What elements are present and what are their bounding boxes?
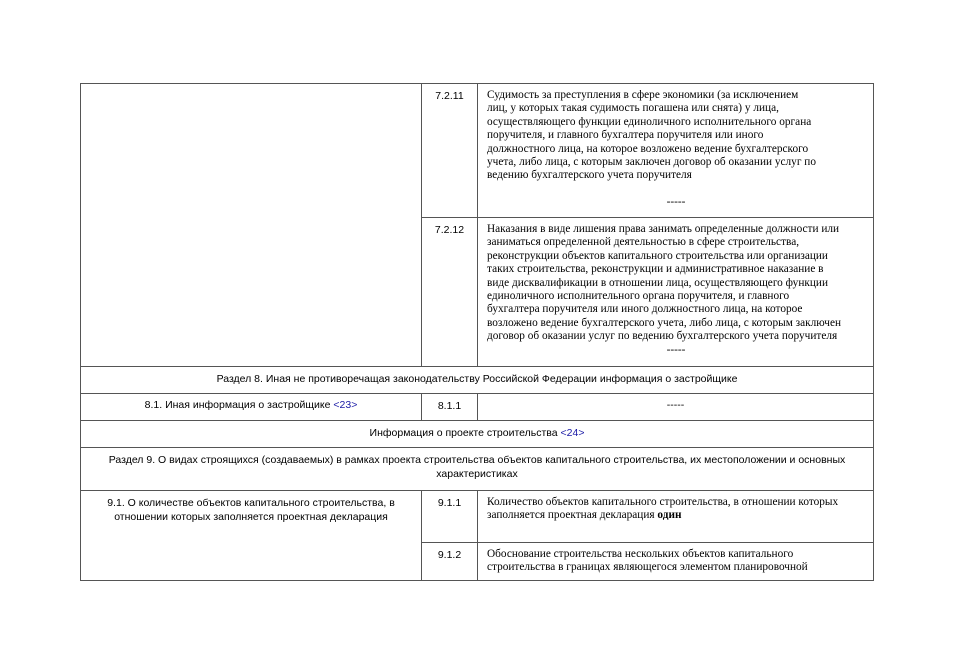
item-label bbox=[81, 394, 422, 421]
item-label-text: 8.1. Иная информация о застройщике bbox=[144, 399, 334, 411]
description-line: виде дисквалификации в отношении лица, осуществляющего функции bbox=[487, 276, 828, 289]
item-number: 7.2.11 bbox=[422, 84, 478, 218]
description-line: должностного лица, на которое возложено ведение бухгалтерского bbox=[487, 142, 809, 155]
description-line: бухгалтера поручителя или иного должностного лица, на которое bbox=[487, 303, 803, 316]
description-line: Судимость за преступления в сфере экономики (за исключением bbox=[487, 89, 799, 101]
project-info-title bbox=[81, 421, 874, 448]
item-number: 7.2.12 bbox=[422, 218, 478, 367]
section-8-title: Раздел 8. Иная не противоречащая законодательству Российской Федерации информация о застройщике bbox=[81, 367, 874, 394]
section-9-line: Раздел 9. О видах строящихся (создаваемых) в рамках проекта строительства объектов капитального строительства, их местоположении и основных bbox=[108, 454, 846, 466]
footnote-link[interactable]: <24> bbox=[560, 427, 585, 439]
description-line: таких строительства, реконструкции и административное наказание в bbox=[487, 263, 824, 276]
item-description bbox=[478, 491, 874, 543]
description-line: заниматься определенной деятельностью в сфере строительства, bbox=[487, 236, 800, 249]
footnote-link[interactable]: <23> bbox=[333, 399, 358, 411]
description-line: Наказания в виде лишения права занимать определенные должности или bbox=[487, 223, 840, 235]
item-label bbox=[81, 491, 422, 581]
description-line bbox=[487, 509, 865, 522]
description-line: осуществляющего функции единоличного исполнительного органа bbox=[487, 115, 812, 128]
section-9-header-row bbox=[81, 448, 874, 491]
item-value: ----- bbox=[666, 343, 686, 356]
item-label-line: 9.1. О количестве объектов капитального строительства, в bbox=[107, 497, 395, 509]
item-number: 8.1.1 bbox=[422, 394, 478, 421]
description-text: заполняется проектная декларация bbox=[487, 509, 658, 522]
empty-label-cell bbox=[81, 84, 422, 367]
item-value: один bbox=[657, 509, 682, 522]
item-description bbox=[478, 543, 874, 581]
description-line: договор об оказании услуг по ведению бухгалтерского учета поручителя bbox=[487, 330, 838, 343]
description-line: учета, либо лица, с которым заключен договор об оказании услуг по bbox=[487, 156, 816, 169]
description-line: единоличного исполнительного органа поручителя, и главного bbox=[487, 290, 790, 303]
item-number: 9.1.1 bbox=[422, 491, 478, 543]
project-info-text: Информация о проекте строительства bbox=[369, 427, 561, 439]
description-line: реконструкции объектов капитального строительства или организации bbox=[487, 249, 828, 262]
description-line: строительства в границах являющегося элементом планировочной bbox=[487, 561, 808, 574]
description-line: ведению бухгалтерского учета поручителя bbox=[487, 169, 692, 182]
description-line: возложено ведение бухгалтерского учета, либо лица, с которым заключен bbox=[487, 316, 842, 329]
item-value: ----- bbox=[478, 394, 874, 421]
description-line: лиц, у которых такая судимость погашена или снята) у лица, bbox=[487, 102, 779, 115]
table-row-9-1-1 bbox=[81, 491, 874, 543]
table-row-7-2-11 bbox=[81, 84, 874, 218]
item-description bbox=[478, 218, 874, 367]
table-row-8-1-1 bbox=[81, 394, 874, 421]
item-label-line: отношении которых заполняется проектная декларация bbox=[114, 511, 388, 523]
description-line: поручителя, и главного бухгалтера поручителя или иного bbox=[487, 129, 764, 142]
description-line: Обоснование строительства нескольких объектов капитального bbox=[487, 548, 794, 560]
declaration-table bbox=[80, 83, 874, 581]
section-8-header-row bbox=[81, 367, 874, 394]
item-value: ----- bbox=[666, 195, 686, 208]
project-info-row bbox=[81, 421, 874, 448]
section-9-title bbox=[81, 448, 874, 491]
section-9-line: характеристиках bbox=[436, 468, 518, 480]
item-description bbox=[478, 84, 874, 218]
item-number: 9.1.2 bbox=[422, 543, 478, 581]
description-line: Количество объектов капитального строительства, в отношении которых bbox=[487, 496, 839, 508]
